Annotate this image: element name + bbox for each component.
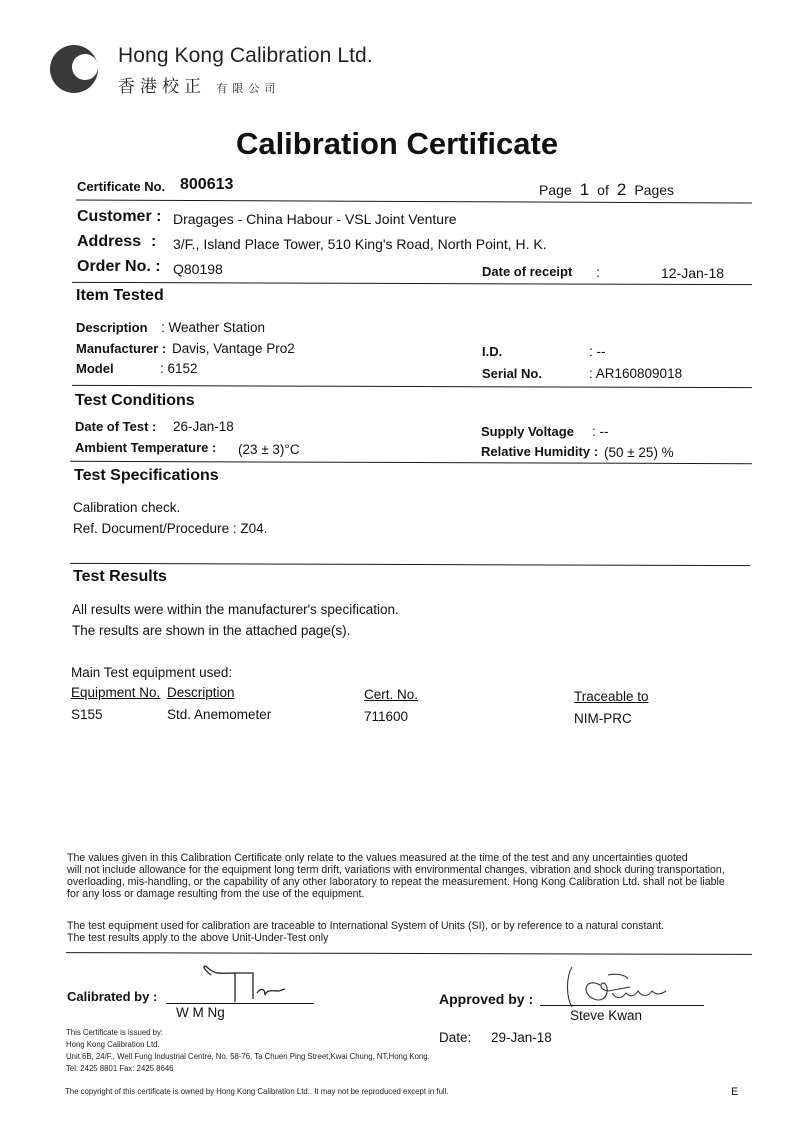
company-name-chinese-main: 香港校正 — [118, 77, 206, 97]
equipment-cert-number-cell: 711600 — [364, 709, 409, 724]
item-tested-heading: Item Tested — [76, 287, 164, 304]
test-results-heading: Test Results — [73, 568, 167, 585]
date-of-receipt-value: 12-Jan-18 — [661, 265, 725, 281]
address-label: Address — [77, 233, 142, 250]
customer-value: Dragages - China Habour - VSL Joint Venture — [173, 211, 457, 227]
page-label: Page — [539, 182, 572, 198]
ambient-temperature-label: Ambient Temperature : — [75, 440, 217, 455]
date-of-receipt-label: Date of receipt — [482, 264, 573, 279]
pages-label: Pages — [634, 182, 675, 198]
traceability-line: The test equipment used for calibration are traceable to International System of Units (SI), or by reference to a natural constant. — [67, 920, 665, 932]
equipment-traceable-cell: NIM-PRC — [574, 711, 632, 726]
certificate-number: 800613 — [180, 176, 234, 193]
company-name-chinese — [118, 72, 280, 97]
date-of-test-label: Date of Test : — [75, 419, 157, 434]
disclaimer-line: The values given in this Calibration Certificate only relate to the values measured at the time of the test and any uncertainties quoted — [67, 852, 688, 864]
serial-number-value: : AR160809018 — [589, 366, 683, 381]
traceability-line: The test results apply to the above Unit-Under-Test only — [67, 932, 329, 944]
disclaimer-line: for any loss or damage resulting from the use of the equipment. — [67, 888, 365, 900]
approved-by-signature-icon — [560, 963, 680, 1013]
id-label: I.D. — [482, 344, 503, 359]
description-value: : Weather Station — [161, 320, 266, 335]
disclaimer-line: will not include allowance for the equipment long term drift, variations with environmental changes, vibration and shock during transportation, — [67, 864, 725, 876]
divider — [70, 461, 752, 464]
column-header-equipment-no: Equipment No. — [71, 685, 161, 700]
relative-humidity-value: (50 ± 25) % — [604, 445, 674, 460]
approval-date-label: Date: — [439, 1030, 472, 1045]
address-colon: : — [151, 233, 157, 250]
company-logo-icon — [49, 44, 99, 94]
test-conditions-heading: Test Conditions — [75, 392, 195, 409]
column-header-cert-no: Cert. No. — [364, 687, 419, 702]
model-value: : 6152 — [160, 361, 198, 376]
equipment-description-cell: Std. Anemometer — [167, 707, 272, 722]
company-name-chinese-suffix: 有限公司 — [216, 82, 281, 95]
manufacturer-value: Davis, Vantage Pro2 — [172, 341, 295, 356]
ambient-temperature-value: (23 ± 3)°C — [238, 442, 300, 457]
results-summary: All results were within the manufacturer's specification. — [72, 602, 399, 617]
id-value: : -- — [589, 344, 606, 359]
page-current: 1 — [579, 180, 590, 199]
issuer-address: Unit 6B, 24/F., Well Fung Industrial Centre, No. 58-76, Ta Chuen Ping Street,Kwai Chung, NT,Hong Kong. — [66, 1052, 430, 1061]
supply-voltage-value: : -- — [592, 424, 609, 439]
serial-number-label: Serial No. — [482, 366, 542, 381]
approved-by-name: Steve Kwan — [570, 1008, 643, 1023]
calibrated-by-signature-icon — [195, 965, 295, 1005]
company-name-english: Hong Kong Calibration Ltd. — [118, 44, 373, 67]
calibrated-by-name: W M Ng — [176, 1005, 225, 1020]
test-specifications-heading: Test Specifications — [74, 467, 219, 484]
approval-date-value: 29-Jan-18 — [491, 1030, 552, 1045]
copyright-notice: The copyright of this certificate is owned by Hong Kong Calibration Ltd.. It may not be reproduced except in full. — [65, 1087, 449, 1096]
document-title: Calibration Certificate — [235, 126, 559, 161]
column-header-description: Description — [167, 685, 235, 700]
date-of-test-value: 26-Jan-18 — [173, 419, 234, 434]
equipment-intro: Main Test equipment used: — [71, 665, 233, 680]
supply-voltage-label: Supply Voltage — [481, 424, 574, 439]
disclaimer-line: overloading, mis-handling, or the capability of any other laboratory to repeat the measurement. Hong Kong Calibration Ltd. shall not be liable — [67, 876, 725, 888]
divider — [70, 563, 750, 566]
certificate-number-label: Certificate No. — [77, 179, 166, 194]
results-reference: The results are shown in the attached page(s). — [72, 623, 351, 638]
divider — [72, 282, 752, 285]
issuer-line: This Certificate is issued by: — [66, 1028, 164, 1037]
form-mark: E — [731, 1086, 739, 1098]
date-of-receipt-colon: : — [596, 264, 600, 280]
divider — [76, 200, 752, 204]
address-value: 3/F., Island Place Tower, 510 King's Road, North Point, H. K. — [173, 236, 547, 252]
procedure-reference: Ref. Document/Procedure : Z04. — [73, 521, 268, 536]
specification-line: Calibration check. — [73, 500, 181, 515]
issuer-contact: Tel: 2425 8801 Fax: 2425 8646 — [66, 1064, 174, 1073]
page-of: of — [597, 182, 609, 198]
approved-by-label: Approved by : — [439, 991, 534, 1007]
page-indicator — [539, 180, 674, 200]
model-label: Model — [76, 361, 114, 376]
order-number-value: Q80198 — [173, 261, 223, 277]
divider — [72, 385, 752, 388]
equipment-number-cell: S155 — [71, 707, 103, 722]
column-header-traceable-to: Traceable to — [574, 689, 649, 704]
customer-label: Customer : — [77, 208, 162, 225]
calibrated-by-label: Calibrated by : — [67, 989, 158, 1004]
page-total: 2 — [616, 180, 627, 199]
manufacturer-label: Manufacturer : — [76, 341, 167, 356]
relative-humidity-label: Relative Humidity : — [481, 444, 599, 459]
issuer-line: Hong Kong Calibration Ltd. — [66, 1040, 160, 1049]
divider — [66, 952, 752, 955]
order-number-label: Order No. : — [77, 258, 161, 275]
description-label: Description — [76, 320, 148, 335]
